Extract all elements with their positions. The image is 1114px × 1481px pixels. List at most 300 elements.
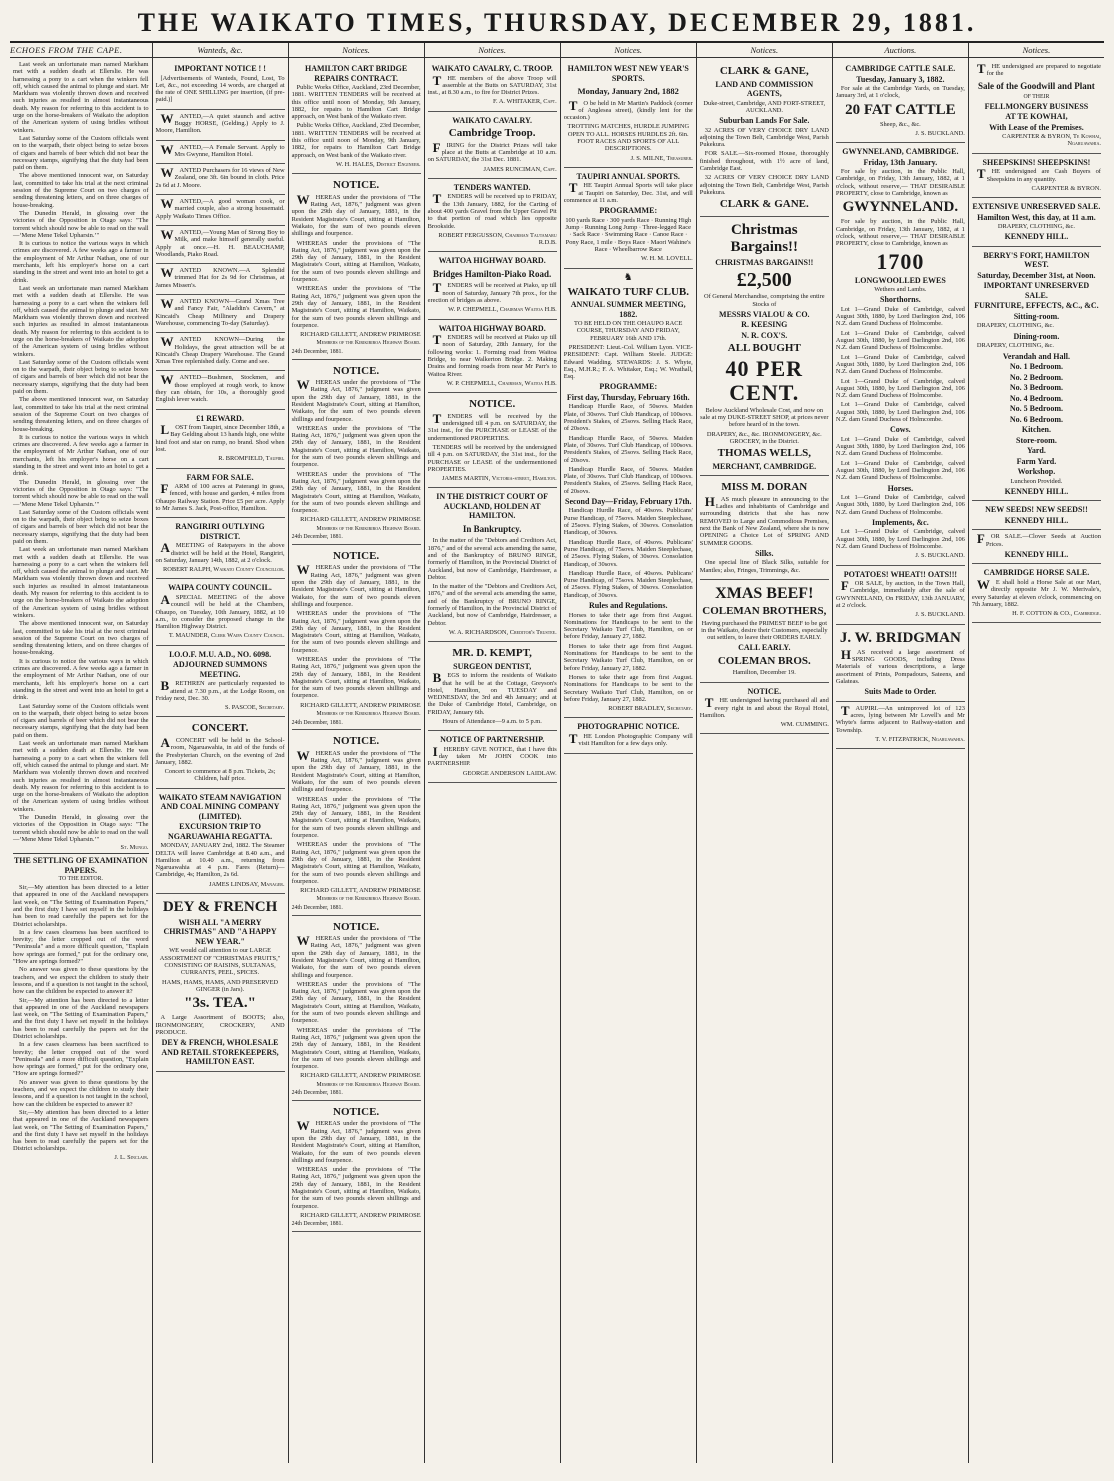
ad-title: NOTICE. [333, 364, 380, 377]
column-notices-2 [424, 43, 560, 1463]
signature: WM. CUMMING. [780, 721, 829, 729]
paragraph: No answer was given to these questions by the teachers, and we expect the children to study their lessons, and if a question is not taught in the school, how can the children be expected to answer it? [13, 1078, 149, 1108]
turf-club-ad [564, 270, 693, 719]
signature: J. S. BUCKLAND. [915, 552, 965, 560]
ad-title: NEW SEEDS! NEW SEEDS!! [985, 505, 1088, 515]
taupiri-sports-ad [564, 169, 693, 269]
ad-text: AMEETING of Ratepayers in the above district will be held at the Hotel, Rangiriri, on Saturday, January 14th, 1882, at 2 o'clock. [155, 540, 285, 564]
ad-title: NOTICE OF PARTNERSHIP. [440, 735, 545, 745]
lot-label: LONGWOOLLED EWES [854, 275, 946, 285]
ad-text: Handicap Hurdle Race, of 40sovs. Publicans' Purse Handicap, of 75sovs. Maiden Steeplechase, of 25sovs. Flying Stakes, of 30sovs. Consolation Handicap, of 30sovs. [563, 538, 693, 568]
ad-text: WHEREAS under the provisions of "The Rating Act, 1876," judgment was given upon the 29th day of January, 1881, in the Resident Magistrate's Court, sitting at Hamilton, Waikato, for the sum of two pounds eleven shillings and fourpence. [291, 747, 421, 794]
ad-title: Sale of the Goodwill and Plant [978, 80, 1095, 91]
column-heading: Notices. [697, 45, 832, 58]
ad-text: Handicap Hurdle Race, of 50sovs. Maiden Plate, of 30sovs. Turf Club Handicap, of 100sovs. President's Stakes, of 25sovs. Selling Hack Race, of 20sovs. [563, 434, 693, 464]
signature: T. V. FITZPATRICK, Ngaruawahia. [875, 735, 965, 743]
signature: H. F. COTTON & CO., Cambridge. [1012, 610, 1101, 618]
sports-ad [564, 61, 693, 168]
ad-subtitle: COLEMAN BROTHERS, [702, 605, 827, 618]
ad-text: Lot 1—Grand Duke of Cambridge, calved August 30th, 1880, by Lord Darlington 2nd, 106 N.Z. dam Grand Duchess of Holmcombe. [835, 305, 965, 328]
ad-signature: THOMAS WELLS, [717, 447, 811, 460]
ad-text: In the matter of the "Debtors and Creditors Act, 1876," and of the several acts amending the same, and of the Bankruptcy of BRUNO RINGE, formerly of Hamilton, in the Provincial District of Auckland, but now of Cambridge, Hairdresser, a Debtor. [427, 537, 557, 581]
ad-text: WHEREAS under the provisions of "The Rating Act, 1876," judgment was given upon the 29th day of January, 1881, in the Resident Magistrate's Court, sitting at Hamilton, Waikato, for the sum of two pounds eleven shillings and fourpence. [291, 655, 421, 700]
signature: W. A. RICHARDSON, Creditor's Trustee. [448, 628, 557, 636]
reward-ad [156, 411, 285, 469]
rating-notice [292, 361, 421, 545]
ad-title: MR. D. KEMPT, [452, 647, 532, 660]
ad-text: ASPECIAL MEETING of the above council will be held at the Chambers, Ohaupo, on Tuesday, 10th January, 1882, at 10 a.m., to consider the proposed change in the Hamilton Highway District. [155, 591, 285, 631]
ad-text: WHEREAS under the provisions of "The Rating Act, 1876," judgment was given upon the 29th day of January, 1881, in the Resident Magistrate's Court, sitting at Hamilton, Waikato, for the sum of two pounds eleven shillings and fourpence. [291, 795, 421, 840]
ad-subtitle: Tuesday, January 3, 1882. [856, 74, 945, 84]
signature: RICHARD GILLETT, ANDREW PRIMROSE [300, 516, 421, 524]
ad-title: MISS M. DORAN [721, 481, 808, 494]
amount: £2,500 [736, 269, 792, 292]
signature: W. P. CHEPMELL, Chairman Waitoa H.B. [448, 306, 557, 314]
ad-title: CAMBRIDGE CATTLE SALE. [845, 64, 956, 73]
ad-note: Concert to commence at 8 p.m. Tickets, 2s; Children, half price. [164, 768, 276, 783]
doran-ad [700, 477, 829, 580]
date: Hamilton, December 19. [732, 669, 796, 677]
paragraph: In a few cases clearness has been sacrificed to brevity; the letter cropped out of the word "Peninsula" and a more difficult question, "Explain how springs are formed," put for the ordinary one, "How are springs formed?" [13, 1041, 149, 1078]
court-notice [428, 489, 557, 642]
ad-subtitle: Friday, 13th January. [863, 157, 938, 167]
ad-text: Handicap Hurdle Race, of 40sovs. Publicans' Purse Handicap, of 75sovs. Maiden Steeplechase, of 25sovs. Flying Stakes, of 30sovs. Consolation Handicap, of 30sovs. [563, 569, 693, 599]
column-auctions [832, 43, 968, 1463]
ad-text: A Large Assortment of BOOTS; also, IRONMONGERY, CROCKERY, AND PRODUCE. [155, 1014, 285, 1036]
steam-ad [156, 790, 285, 894]
ad-text: Horses to take their age from first August. Nominations for Handicaps to be sent to the Secretary Waikato Turf Club, Hamilton, on or before Friday, January 27, 1882. [563, 611, 693, 641]
ad-text: Handicap Hurdle Race, of 50sovs. Maiden Plate, of 30sovs. Turf Club Handicap, of 100sovs. President's Stakes, of 25sovs. Selling Hack Race, of 20sovs. [563, 465, 693, 495]
ad-text: WANTED,—Young Man of Strong Boy to Milk, and make himself generally useful. Apply at once.—H. H. BEAUCHAMP, Woodlands, Piako Road. [155, 226, 285, 258]
ad-title: TAUPIRI ANNUAL SPORTS. [576, 171, 680, 181]
ad-subtitle: PROGRAMME: [599, 382, 658, 392]
clover-ad [972, 531, 1101, 564]
ad-text: WANTED KNOWN—Grand Xmas Tree and Fancy Fair, "Aladdin's Cavern," at Kincaid's Cheap Millinery and Drapery Warehouse, commencing To-day (Saturday). [155, 296, 285, 327]
ad-text: TENDERS will be received at Piako, up till noon of Saturday, January 7th prox., for the erection of bridges as above. [427, 280, 557, 305]
paragraph: It is curious to notice the various ways in which crimes are discovered. A few weeks ago a farmer in the employment of Mr Arthur Nathan, one of our merchants, left his employer's horse on a cart standing in the street and went into an hotel to get a drink. [13, 433, 149, 478]
room-heading: No. 3 Bedroom. [1009, 383, 1064, 393]
ad-text: THE undersigned are prepared to negotiate for the [976, 61, 1101, 78]
ad-text: TENDERS will be received by the undersigned till 4 p.m. on SATURDAY, the 31st inst., for the PURCHASE or LEASE of the undermentioned PROPERTIES. [427, 410, 557, 442]
ad-text: DRAPERY, CLOTHING, &c. [976, 322, 1054, 330]
dentist-ad [428, 643, 557, 731]
signature: F. A. WHITAKER, Capt. [492, 98, 557, 106]
ad-title: PHOTOGRAPHIC NOTICE. [577, 722, 680, 732]
ad-title: CLARK & GANE, [719, 65, 809, 77]
programme-list: 100 yards Race · 300 yards Race · Running High Jump · Running Long Jump · Three-legged Race · Sack Race · Swimming Race · Canoe Race · Pony Race, 1 mile · Boys Race · Maori Wahine's Race · Wheelbarrow Race [565, 216, 692, 253]
ad-subtitle: CHRISTMAS BARGAINS!! [715, 257, 814, 267]
ad-text: WHEREAS under the provisions of "The Rating Act, 1876," judgment was given upon the 29th day of January, 1881, in the Resident Magistrate's Court, sitting at Hamilton, Waikato, for the sum of two pounds eleven shillings and fourpence. [291, 980, 421, 1025]
ad-title: WAIPA COUNTY COUNCIL. [168, 583, 272, 593]
ad-text: THE undersigned are Cash Buyers of Sheepskins in any quantity. [976, 166, 1101, 183]
signature: CARPENTER & BYRON, Te Kowhai, Ngaruawahia. [1002, 133, 1101, 148]
ad-title: NOTICE. [333, 179, 380, 192]
room-heading: Sitting-room. [1013, 311, 1060, 321]
ad-text: Public Works Office, Auckland, 23rd December, 1881. WRITTEN TENDERS will be received at this office until noon of Monday, 9th January, 1882, for repairs to Hamilton Cart Bridge approach, on West bank of the Waikato river. [291, 122, 421, 159]
ad-text: BEGS to inform the residents of Waikato that he will be at the Cottage, Greyson's Hotel, Hamilton, on TUESDAY and WEDNESDAY, the 3rd and 4th January; and at the Duke of Cambridge Hotel, Cambridge, on FRIDAY, January 6th. [427, 670, 557, 716]
wanted-ad [156, 111, 285, 141]
ad-title: WAIKATO CAVALRY. [452, 115, 533, 125]
ad-of: OF THEIR [1023, 94, 1050, 101]
unreserved-sale-ad [972, 199, 1101, 247]
date: 24th December, 1881. [291, 534, 343, 541]
letter-subtitle: TO THE EDITOR. [58, 876, 103, 883]
ad-title: TENDERS WANTED. [453, 182, 531, 192]
ad-text: HAMS, HAMS, HAMS, AND PRESERVED GINGER (in Jars). [161, 978, 279, 993]
stock-name: R. KEESING [741, 320, 788, 330]
ad-text: DRAPERY, &c., &c. IRONMONGERY, &c. GROCERY, in the District. [706, 430, 822, 446]
cumming-notice [700, 684, 829, 735]
property-notice [428, 394, 557, 488]
ad-text: Lot 1—Grand Duke of Cambridge, calved August 30th, 1880, by Lord Darlington 2nd, 106 N.Z. dam Grand Duchess of Holmcombe. [835, 353, 965, 376]
taupiri-land-ad [836, 703, 965, 749]
paragraph: Sir,—My attention has been directed to a letter that appeared in one of the Auckland newspapers last week, on "The Setting of Examination Papers," and the first duty I have set myself in the holidays has been to read carefully the papers set for the District scholarships. [13, 996, 149, 1040]
ad-subtitle: EXCURSION TRIP TO NGARUAWAHIA REGATTA. [167, 822, 273, 841]
ad-text: PRESIDENT: Lieut.-Col. William Lyon. VICE-PRESIDENT: Capt. William Steele. JUDGE: Edward Wadding. STEWARDS: J. S. Whyte, Esq., M.H.R.; F. A. Whitaker, Esq.; W. Wrathall, Esq. [563, 343, 693, 381]
column-notices-3 [560, 43, 696, 1463]
ad-text: BRETHREN are particularly requested to attend at 7.30 p.m., at the Lodge Room, on Friday next, Dec. 30. [155, 678, 285, 702]
column-notices-4 [696, 43, 832, 1463]
ad-text: In the matter of the "Debtors and Creditors Act, 1876," and of the several acts amending the same, and of the Bankruptcy of BRUNO RINGE, formerly of Hamilton, in the Provincial District of Auckland, but now of Cambridge, Hairdresser, a Debtor. [427, 583, 557, 627]
signature: R. BROMFIELD, Taupiri. [218, 455, 285, 463]
gwynneland-ad [836, 144, 965, 565]
potatoes-ad [836, 567, 965, 625]
stock-name: MESSRS VIALOU & CO. [719, 309, 810, 319]
wanted-ad [156, 265, 285, 295]
ad-text: Lot 1—Grand Duke of Cambridge, calved August 30th, 1880, by Lord Darlington 2nd, 106 N.Z. dam Grand Duchess of Holmcombe. [835, 401, 965, 424]
ad-text: WHEREAS under the provisions of "The Rating Act, 1876," judgment was given upon the 29th day of January, 1881, in the Resident Magistrate's Court, sitting at Hamilton, Waikato, for the sum of two pounds eleven shillings and fourpence. [291, 933, 421, 979]
signature: RICHARD GILLETT, ANDREW PRIMROSE [300, 331, 421, 339]
date: 24th December, 1881. [291, 904, 343, 911]
ad-text: WE would call attention to our LARGE ASSORTMENT OF "CHRISTMAS FRUITS," CONSISTING OF RAISINS, SULTANAS, CURRANTS, PEEL, SPICES. [159, 947, 281, 977]
board-label: Members of the Kirikiriroa Highway Board. [316, 711, 421, 718]
wanted-ad [156, 142, 285, 165]
ad-title: NOTICE. [333, 920, 380, 933]
ad-text: TENDERS will be received up to FRIDAY, the 13th January, 1882, for the Carting of about 400 yards Gravel from the Upper Gravel Pit to that portion of road which lies opposite Brookside. [427, 191, 557, 230]
ad-subtitle: FURNITURE, EFFECTS, &C., &C. [974, 301, 1099, 311]
column-heading: Wanteds, &c. [153, 45, 288, 58]
percent-headline: 40 PER CENT. [725, 355, 804, 405]
ad-title: I.O.O.F. M.U. A.D., NO. 6098. [168, 649, 272, 659]
divider [13, 853, 149, 854]
paragraph: Sir,—My attention has been directed to a letter that appeared in one of the Auckland newspapers last week, on "The Setting of Examination Papers," and the first duty I have set myself in the holidays has been to read carefully the papers set for the District scholarships. [13, 884, 149, 928]
ad-title: NOTICE. [469, 398, 516, 411]
section-title: Horses. [887, 483, 914, 493]
paragraph: Last Saturday some of the Custom officials went on to the warpath, their object being to seize boxes of cigars and barrels of beer which did not bear the necessary stamps, signifying that the duty had been paid on them. [13, 508, 149, 545]
signature: JAMES MARTIN, Victoria-street, Hamilton. [441, 475, 557, 483]
concert-ad [156, 718, 285, 788]
ad-text: Having purchased the PRIMEST BEEF to be got in the Waikato, desire their Customers, especially out settlers, to leave their ORDERS EARLY. [701, 619, 828, 642]
signature: DEY & FRENCH, WHOLESALE AND RETAIL STOREKEEPERS, HAMILTON EAST. [161, 1038, 279, 1067]
signature: T. MAUNDER, Clerk Waipa County Council. [168, 632, 285, 640]
ad-text: TAUPIRI.—An unimproved lot of 123 acres, lying between Mr Lovell's and Mr Whyte's farms adjacent to Railway-station and Township. [835, 702, 965, 734]
ad-text: TO BE HELD ON THE OHAUPO RACE COURSE, THURSDAY AND FRIDAY, FEBRUARY 16th AND 17th. [574, 320, 683, 342]
clark-gane-ad [700, 61, 829, 217]
cattle-sale-ad [836, 61, 965, 143]
ad-text: Horses to take their age from first August. Nominations for Handicaps to be sent to the Secretary Waikato Turf Club, Hamilton, on or before Friday, January 27, 1882. [563, 642, 693, 672]
ad-text: Public Works Office, Auckland, 23rd December, 1881. WRITTEN TENDERS will be received at this office until noon of Monday, 9th January, 1882, for repairs to Hamilton Cart Bridge approach, on West bank of the Waikato river. [291, 84, 421, 121]
cavalry-ad [428, 61, 557, 112]
ad-text: THE Taupiri Annual Sports will take place at Taupiri on Saturday, Dec. 31st, and will commence at 11 a.m. [563, 180, 693, 204]
ad-subtitle: Silks. [755, 548, 774, 558]
ad-subtitle: Cambridge Troop. [448, 127, 536, 140]
waitoa-bridges-ad [428, 253, 557, 319]
rating-notice [292, 1102, 421, 1232]
ad-text: Of General Merchandise, comprising the entire Stocks of [703, 293, 825, 308]
wanted-ad [156, 372, 285, 409]
lot-sub: Wethers and Lambs. [874, 286, 927, 294]
ad-text: WHEREAS under the provisions of "The Rating Act, 1876," judgment was given upon the 29th day of January, 1881, in the Resident Magistrate's Court, sitting at Hamilton, Waikato, for the sum of two pounds eleven shillings and fourpence. [291, 191, 421, 238]
masthead: THE WAIKATO TIMES, THURSDAY, DECEMBER 29, 1881. [10, 6, 1104, 43]
ad-text: DRAPERY, CLOTHING, &c. [976, 342, 1054, 350]
ad-text: THE undersigned having purchased all and every right in and about the Royal Hotel, Hamilton. [699, 695, 829, 719]
ad-subtitle: Monday, January 2nd, 1882 [577, 86, 679, 96]
dey-french-ad [156, 895, 285, 1072]
signature: RICHARD GILLETT, ANDREW PRIMROSE [300, 1211, 421, 1219]
fellmongery-ad [972, 61, 1101, 154]
ad-subtitle: ADJOURNED SUMMONS MEETING. [173, 660, 268, 679]
ad-title: RANGIRIRI OUTLYING DISTRICT. [175, 522, 265, 541]
signature: GEORGE ANDERSON LAIDLAW. [462, 769, 557, 777]
paragraph: Sir,—My attention has been directed to a letter that appeared in one of the Auckland newspapers last week, on "The Setting of Examination Papers," and the first duty I have set myself in the holidays has been to read carefully the papers set for the District scholarships. [13, 1108, 149, 1153]
ad-text: Handicap Hurdle Race, of 50sovs. Maiden Plate, of 30sovs. Turf Club Handicap, of 100sovs. President's Stakes, of 25sovs. Selling Hack Race, of 20sovs. [563, 403, 693, 433]
ad-text: WHEREAS under the provisions of "The Rating Act, 1876," judgment was given upon the 29th day of January, 1881, in the Resident Magistrate's Court, sitting at Hamilton, Waikato, for the sum of two pounds eleven shillings and fourpence. [291, 285, 421, 329]
ad-text: WANTED,—A good woman cook, or married couple, also a strong housemaid. Apply Waikato Times Office. [155, 196, 285, 220]
ad-text: Lot 1—Grand Duke of Cambridge, calved August 30th, 1880, by Lord Darlington 2nd, 106 N.Z. dam Grand Duchess of Holmcombe. [835, 528, 965, 551]
paragraph: Last Saturday some of the Custom officials went on to the warpath, their object being to seize boxes of cigars and barrels of beer which did not bear the necessary stamps, signifying that the duty had been paid on them. [13, 134, 149, 172]
room-heading: Farm Yard. [1016, 456, 1057, 466]
ad-text: WANTED,—A quiet staunch and active Buggy HORSE, (Gelding.) Apply to J. Moore, Hamilton. [155, 110, 285, 135]
rating-notice [292, 175, 421, 359]
column-wanteds [152, 43, 288, 1463]
room-heading: No. 6 Bedroom. [1009, 414, 1064, 424]
property-name: GWYNNELAND. [842, 199, 959, 216]
ad-text: For sale at the Cambridge Yards, on Tuesday, January 3rd, at 1 o'clock, [835, 85, 965, 100]
ad-text: WANTED KNOWN.—A Splendid trimmed Hat for 2s 9d for Christmas, at James Missen's. [155, 265, 285, 289]
ad-title: J. W. BRIDGMAN [839, 629, 961, 646]
ad-text: Sheep, &c., &c. [879, 120, 921, 128]
ad-text: [Advertisements of Wanteds, Found, Lost, To Let, &c., not exceeding 14 words, are charged at the rate of ONE SHILLING per insertion, (if pre-paid.)] [155, 74, 285, 104]
column-echoes [10, 43, 152, 1463]
signature: St. Mungo. [120, 844, 149, 852]
ad-subtitle: SURGEON DENTIST, [453, 661, 532, 671]
wanted-ad [156, 227, 285, 264]
ad-subtitle: Suits Made to Order. [864, 687, 937, 697]
column-heading: Notices. [425, 45, 560, 58]
signature: KENNEDY HILL. [1004, 232, 1069, 242]
date: 24th December, 1881. [291, 349, 343, 355]
ad-text: For sale by auction, in the Public Hall, Cambridge, on Friday, 13th January, 1882, at 1 o'clock, without reserve,— THAT DESIRABLE PROPERTY, close to Cambridge, known as [835, 168, 965, 198]
wanted-ad [156, 296, 285, 333]
council-ad [156, 580, 285, 645]
ad-text: WE shall hold a Horse Sale at our Mart, directly opposite Mr J. W. Merivale's, every Saturday at eleven o'clock, commencing on 7th January, 1882. [971, 576, 1101, 608]
rating-notice [292, 731, 421, 915]
newspaper-page [10, 6, 1104, 1469]
paragraph: Last week an unfortunate man named Markham met with a sudden death at Ellerslie. He was harnessing a pony to a cart when the winkers fell off, which caused the animal to plunge and start. Mr Markham was violently thrown down and received such injuries as resulted in almost instantaneous death. My reason for referring to this accident is to urge on the horse-breakers of Waikato the adoption of the American system of using bridles without winkers. [13, 284, 149, 358]
ad-text: Horses to take their age from first August. Nominations for Handicaps to be sent to the Secretary Waikato Turf Club, Hamilton, on or before Friday, January 27, 1882. [563, 673, 693, 703]
date: 24th December, 1881. [291, 1090, 343, 1097]
partnership-ad [428, 732, 557, 783]
ad-subtitle: Bridges Hamilton-Piako Road. [433, 268, 552, 279]
ad-text: WHEREAS under the provisions of "The Rating Act, 1876," judgment was given upon the 29th day of January, 1881, in the Resident Magistrate's Court, sitting at Hamilton, Waikato, for the sum of two pounds eleven shillings and fourpence. [291, 841, 421, 885]
ad-title: GWYNNELAND, CAMBRIDGE. [842, 147, 959, 157]
date: 24th December, 1881. [291, 1221, 343, 1228]
farm-ad [156, 470, 285, 519]
signature: J. S. BUCKLAND. [915, 611, 965, 619]
ad-title: CONCERT. [191, 722, 249, 735]
paragraph: Last week an unfortunate man named Markham met with a sudden death at Ellerslie. He was harnessing a pony to a cart when the winkers fell off, which caused the animal to plunge and start. Mr Markham was violently thrown down and received such injuries as resulted in almost instantaneous death. My reason for referring to this accident is to urge on the horse-breakers of Waikato the adoption of the American system of using bridles without winkers. [13, 740, 149, 813]
berrys-fort-ad [972, 248, 1101, 501]
paragraph: The above mentioned innocent war, on Saturday last, committed to take his trial at the next criminal session of the Supreme Court on two charges of sending threatening letters, and on three charges of house-breaking. [13, 172, 149, 209]
ad-text: WHEREAS under the provisions of "The Rating Act, 1876," judgment was given upon the 29th day of January, 1881, in the Resident Magistrate's Court, sitting at Hamilton, Waikato, for the sum of two pounds eleven shillings and fourpence. [291, 562, 421, 608]
column-heading: Auctions. [833, 45, 968, 58]
board-label: Members of the Kirikiriroa Highway Board. [316, 896, 421, 903]
signature: ROBERT FERGUSSON, Chairman Tautamaru R.D.B. [438, 231, 557, 247]
oddfellows-ad [156, 647, 285, 718]
wanted-ad [156, 165, 285, 195]
ad-text: WHEREAS under the provisions of "The Rating Act, 1876," judgment was given upon the 29th day of January, 1881, in the Resident Magistrate's Court, sitting at Hamilton, Waikato, for the sum of two pounds eleven shillings and fourpence. [291, 239, 421, 284]
ad-title: Christmas Bargains!! [730, 221, 799, 255]
signature: RICHARD GILLETT, ANDREW PRIMROSE [300, 701, 421, 709]
horse-sale-ad [972, 565, 1101, 623]
ad-subtitle: CALL EARLY. [738, 643, 791, 653]
ad-text: WANTED,—A Female Servant. Apply to Mrs Gwynne, Hamilton Hotel. [160, 141, 285, 158]
columns [10, 43, 1104, 1463]
ad-text: THE London Photographic Company will visit Hamilton for a few days only. [568, 730, 693, 748]
paragraph: Last Saturday some of the Custom officials went on to the warpath, their object being to seize boxes of cigars and barrels of beer which did not bear the necessary stamps, signifying that the duty had been paid on them. [13, 358, 149, 396]
signature: CARPENTER & BYRON. [1031, 184, 1101, 192]
ad-text: MONDAY, JANUARY 2nd, 1882. The Steamer DELTA will leave Cambridge at 8.40 a.m., and Hamilton at 10.40 a.m., returning from Ngaruawahia at 4 p.m. Fares (Return)—Cambridge, 4s; Hamilton, 2s 6d. [155, 842, 285, 879]
rating-notice [292, 917, 421, 1101]
ad-text: WHEREAS under the provisions of "The Rating Act, 1876," judgment was given upon the 29th day of January, 1881, in the Resident Magistrate's Court, sitting at Hamilton, Waikato, for the sum of two pounds eleven shillings and fourpence. [291, 424, 421, 469]
ad-title: POTATOES! WHEAT!! OATS!!! [843, 569, 958, 579]
paragraph: It is curious to notice the various ways in which crimes are discovered. A few weeks ago a farmer in the employment of Mr Arthur Nathan, one of our merchants, left his employer's horse on a cart standing in the street and went into an hotel to get a drink. [13, 657, 149, 702]
ad-subtitle: ANNUAL SUMMER MEETING, 1882. [570, 300, 686, 319]
signature: JAMES LINDSAY, Manager. [208, 880, 285, 888]
room-heading: No. 2 Bedroom. [1009, 372, 1064, 382]
business-name: FELLMONGERY BUSINESS [984, 101, 1089, 111]
ad-subtitle: ALL BOUGHT [727, 342, 801, 355]
ad-text: Lot 1—Grand Duke of Cambridge, calved August 30th, 1880, by Lord Darlington 2nd, 106 N.Z. dam Grand Duchess of Holmcombe. [835, 459, 965, 482]
ad-address: Duke-street, Cambridge, AND FORT-STREET, AUCKLAND. [703, 99, 826, 114]
ad-text: Lot 1—Grand Duke of Cambridge, calved August 30th, 1880, by Lord Darlington 2nd, 106 N.Z. dam Grand Duchess of Holmcombe. [835, 494, 965, 516]
ad-title: XMAS BEEF! [715, 585, 814, 603]
lot-headline: 20 FAT CATTLE [845, 101, 956, 118]
ad-title: WAIKATO TURF CLUB. [567, 285, 689, 298]
christmas-bargains-ad [700, 218, 829, 477]
cambridge-troop-ad [428, 113, 557, 179]
ad-text: IHEREBY GIVE NOTICE, that I have this day taken Mr JOHN COOK into PARTNERSHIP. [427, 743, 557, 768]
ad-title: CLARK & GANE. [719, 198, 809, 211]
ad-title: NOTICE. [747, 686, 782, 696]
room-heading: Yard. [1026, 446, 1046, 456]
ad-text: WANTED Purchasers for 16 views of New Zealand, one 3ft. 6in bound in cloth. Price 2s 6d at J. Moore. [155, 165, 285, 189]
seeds-ad [972, 502, 1101, 530]
sheepskins-ad [972, 155, 1101, 198]
ad-text: FOR SALE, by auction, in the Town Hall, Cambridge, immediately after the sale of GWYNNELAND, On FRIDAY, 13th JANUARY, at 2 o'clock. [835, 578, 965, 610]
waitoa-works-ad [428, 321, 557, 394]
ad-text: WHEREAS under the provisions of "The Rating Act, 1876," judgment was given upon the 29th day of January, 1881, in the Resident Magistrate's Court, sitting at Hamilton, Waikato, for the sum of two pounds eleven shillings and fourpence. [291, 1118, 421, 1164]
bridge-contract-ad [292, 61, 421, 174]
ad-subtitle: IMPORTANT UNRESERVED SALE. [983, 281, 1090, 300]
paragraph: It is curious to notice the various ways in which crimes are discovered. A few weeks ago a farmer in the employment of Mr Arthur Nathan, one of our merchants, left his employer's horse on a cart standing in the street and went into an hotel to get a drink. [13, 240, 149, 284]
paragraph: The Dunedin Herald, in glossing over the victories of the Opposition in Otago says: "The torrent which should now be able to read on the wall—‘Mene Mene Tekel Upharsin.’" [13, 813, 149, 843]
tenders-ad [428, 180, 557, 253]
ad-title: HAMILTON WEST NEW YEAR'S SPORTS. [567, 64, 689, 83]
signature: ROBERT RALPH, Waikato County Councillor. [162, 566, 285, 574]
ad-text: For sale by auction, in the Public Hall, Cambridge, on Friday, 13th January, 1882, at 1 o'clock, without reserve,— THAT DESIRABLE PROPERTY, close to Cambridge, known as [835, 218, 965, 248]
paragraph: Last Saturday some of the Custom officials went on to the warpath, their object being to seize boxes of cigars and barrels of beer which did not bear the necessary stamps, signifying that the duty had been paid on them. [13, 702, 149, 739]
ad-text: One special line of Black Silks, suitable for Mantles; also, Fringes, Trimmings, &c. [699, 559, 829, 574]
signature: KENNEDY HILL. [1004, 486, 1069, 496]
signature: J. L. Sinclair. [114, 1153, 149, 1161]
stock-name: N. R. COX'S. [741, 330, 788, 340]
signature: S. PASCOE, Secretary. [224, 704, 285, 712]
signature: RICHARD GILLETT, ANDREW PRIMROSE [300, 887, 421, 895]
ad-title: WAITOA HIGHWAY BOARD. [438, 256, 546, 266]
ad-text: FOR SALE.—Six-roomed House, thoroughly finished throughout, with 1½ acre of land, Cambridge East. [699, 150, 829, 173]
ad-subtitle: Saturday, December 31st, at Noon. [977, 270, 1096, 280]
photographic-ad [564, 719, 693, 753]
paragraph: Last week an unfortunate man named Markham met with a sudden death at Ellerslie. He was harnessing a pony to a cart when the winkers fell off, which caused the animal to plunge and start. Mr Markham was violently thrown down and received such injuries as resulted in almost instantaneous death. My reason for referring to this accident is to urge on the horse-breakers of Waikato the adoption of the American system of using bridles without winkers. [13, 546, 149, 619]
signature: JAMES RUNCIMAN, Capt. [483, 165, 557, 173]
ad-text: WANTED KNOWN—During the Holidays, the great attraction will be at Kincaid's Cheap Drapery Warehouse. The Grand Xmas Tree replenished daily. Come and see. [155, 334, 285, 366]
ad-title: DEY & FRENCH [162, 898, 278, 915]
ad-text: Lot 1—Grand Duke of Cambridge, calved August 30th, 1880, by Lord Darlington 2nd, 106 N.Z. dam Grand Duchess of Holmcombe. [835, 329, 965, 352]
ad-title: HAMILTON CART BRIDGE REPAIRS CONTRACT. [304, 64, 408, 83]
ad-title: WAITOA HIGHWAY BOARD. [438, 323, 546, 333]
ad-title: NOTICE. [333, 735, 380, 748]
room-heading: No. 1 Bedroom. [1009, 362, 1064, 372]
signature: W. H. M. LOVELL. [640, 255, 693, 263]
tea-title: "3s. TEA." [184, 995, 256, 1012]
board-label: Members of the Kirikiriroa Highway Board. [316, 1081, 421, 1088]
race-day: First day, Thursday, February 16th. [566, 392, 690, 402]
ad-text: WHEREAS under the provisions of "The Rating Act, 1876," judgment was given upon the 29th day of January, 1881, in the Resident Magistrate's Court, sitting at Hamilton, Waikato, for the sum of two pounds eleven shillings and fourpence. [291, 1026, 421, 1071]
column-heading: Notices. [289, 45, 424, 58]
ad-text: HAS much pleasure in announcing to the Ladies and inhabitants of Cambridge and surrounding districts that she has now REMOVED to Large and Commodious Premises, next the Bank of New Zealand, where she is now OPENING a Choice Lot of SPRING AND SUMMER GOODS. [699, 493, 829, 547]
ad-text: HAS received a large assortment of SPRING GOODS, including Dress Materials of various descriptions, a large assortment of Prints, Pompadours, Sateens, and Galateas. [835, 646, 965, 685]
ad-subtitle: With Lease of the Premises. [989, 122, 1084, 132]
ad-subtitle: WISH ALL "A MERRY CHRISTMAS" AND "A HAPPY NEW YEAR." [163, 917, 277, 946]
ad-text: TO be held in Mr Martin's Paddock (corner of Anglesea street), (kindly lent for the occasion.) [563, 97, 693, 122]
signature: KENNEDY HILL. [1004, 549, 1069, 559]
ad-text: WHEREAS under the provisions of "The Rating Act, 1876," judgment was given upon the 29th day of January, 1881, in the Resident Magistrate's Court, sitting at Hamilton, Waikato, for the sum of two pounds eleven shillings and fourpence. [291, 610, 421, 654]
lot-count: 1700 [876, 248, 925, 274]
room-heading: Workshop. [1017, 467, 1056, 477]
ad-subtitle: Rules and Regulations. [589, 601, 668, 611]
signature: KENNEDY HILL. [1004, 515, 1069, 525]
ad-subtitle: Hamilton West, this day, at 11 a.m. [977, 212, 1096, 222]
room-heading: No. 5 Bedroom. [1009, 404, 1064, 414]
paragraph: The Dunedin Herald, in glossing over the victories of the Opposition in Otago says: "The torrent which should now be able to read on the wall—‘Mene Mene Tekel Upharsin.’" [13, 478, 149, 508]
paragraph: No answer was given to these questions by the teachers, and we expect the children to study their lessons, and if a question is not taught in the school, how can the children be expected to answer it? [13, 966, 149, 996]
ad-text: THE members of the above Troop will assemble at the Butts on SATURDAY, 31st inst., at 8.30 a.m., to fire for District Prizes. [427, 72, 557, 97]
section-title: Shorthorns. [880, 295, 921, 305]
horse-icon: ♞ [623, 271, 633, 283]
ad-text: ACONCERT will be held in the School-room, Ngaruawahia, in aid of the funds of the Presbyterian Church, on the evening of 2nd January, 1882. [155, 734, 285, 766]
paragraph: Last week an unfortunate man named Markham met with a sudden death at Ellerslie. He was harnessing a pony to a cart when the winkers fell off, which caused the animal to plunge and start. Mr Markham was violently thrown down and received such injuries as resulted in almost instantaneous death. My reason for referring to this accident is to urge on the horse-breakers of Waikato the adoption of the American system of using bridles without winkers. [13, 61, 149, 134]
ad-text: DRAPERY, CLOTHING, &c. [997, 223, 1075, 231]
signature: ROBERT BRADLEY, Secretary. [608, 705, 693, 713]
room-heading: Store-room. [1016, 435, 1057, 445]
board-label: Members of the Kirikiriroa Highway Board. [316, 340, 421, 347]
xmas-beef-ad [700, 581, 829, 683]
ad-text: Below Auckland Wholesale Cost, and now on sale at my DUKE-STREET SHOP, at prices never before heard of in the town. [700, 406, 829, 429]
wanted-ad [156, 334, 285, 371]
letter-title: THE SETTLING OF EXAMINATION PAPERS. [13, 856, 148, 875]
wanted-ad [156, 196, 285, 226]
